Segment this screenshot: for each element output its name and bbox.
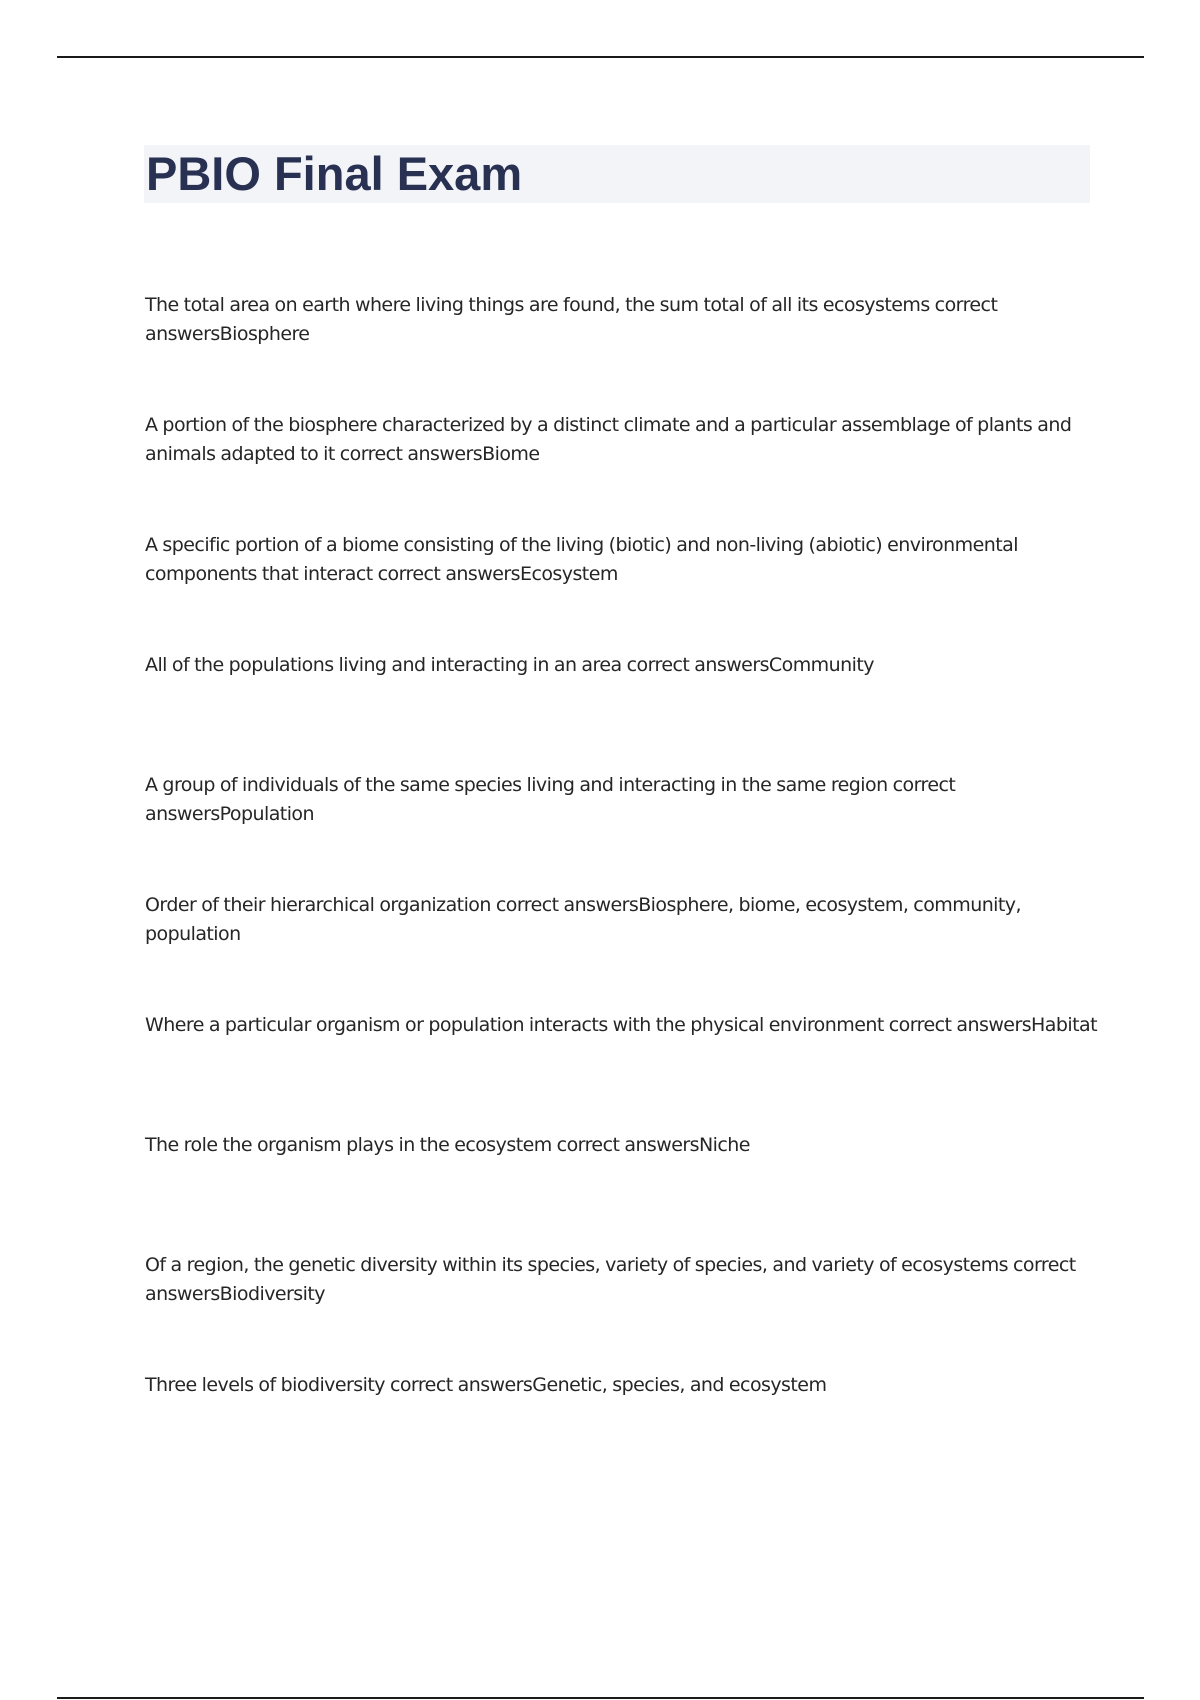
qa-entry: Of a region, the genetic diversity within its species, variety of species, and variety of ecosystems correct answersBiodiversity	[145, 1254, 1076, 1305]
qa-entry: The total area on earth where living things are found, the sum total of all its ecosystems correct answersBiosphere	[145, 294, 998, 345]
qa-list	[145, 291, 1100, 1491]
footer-rule	[57, 1697, 1144, 1699]
header-rule	[57, 56, 1144, 58]
qa-entry: A specific portion of a biome consisting of the living (biotic) and non-living (abiotic) environmental components that interact correct answersEcosystem	[145, 534, 1018, 585]
qa-entry: A portion of the biosphere characterized by a distinct climate and a particular assemblage of plants and animals adapted to it correct answersBiome	[145, 414, 1072, 465]
qa-entry: All of the populations living and interacting in an area correct answersCommunity	[145, 654, 874, 676]
qa-entry: Where a particular organism or population interacts with the physical environment correct answersHabitat	[145, 1014, 1098, 1036]
qa-entry: Three levels of biodiversity correct answersGenetic, species, and ecosystem	[145, 1374, 827, 1396]
qa-entry: A group of individuals of the same species living and interacting in the same region correct answersPopulation	[145, 774, 956, 825]
qa-entry: The role the organism plays in the ecosystem correct answersNiche	[145, 1134, 750, 1156]
page-title: PBIO Final Exam	[146, 147, 523, 200]
qa-entry: Order of their hierarchical organization correct answersBiosphere, biome, ecosystem, community, population	[145, 894, 1021, 945]
